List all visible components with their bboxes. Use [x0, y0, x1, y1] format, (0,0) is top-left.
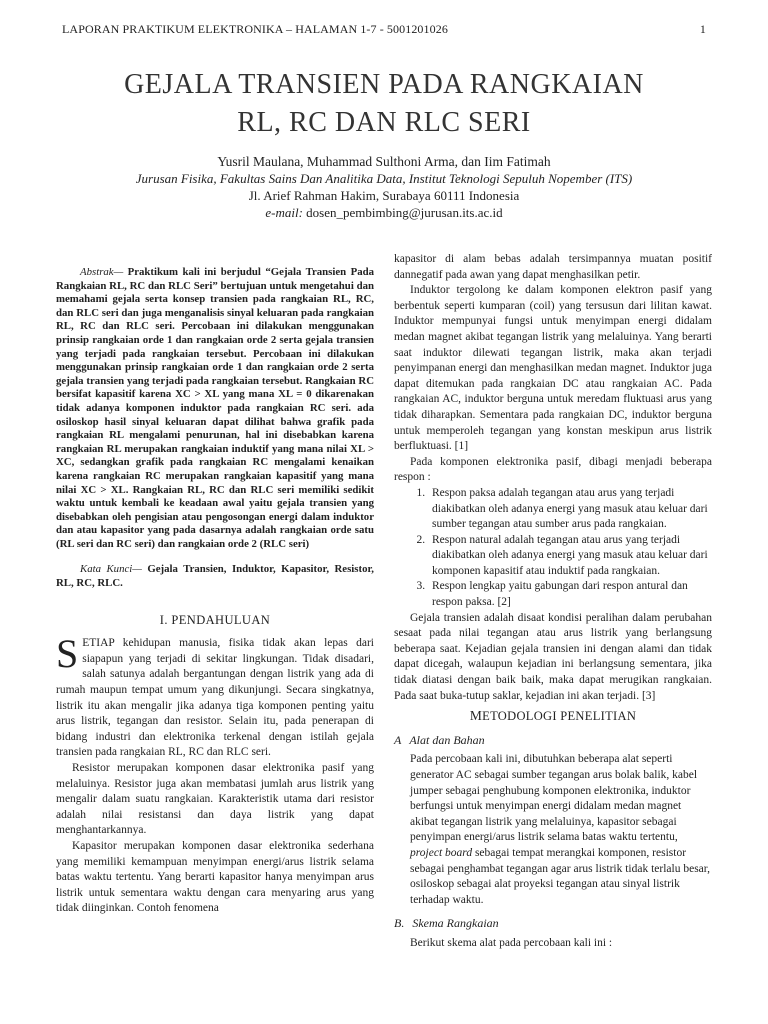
intro-paragraph-1	[56, 631, 374, 761]
section-heading-initial: M	[469, 708, 483, 724]
keywords-label: Kata Kunci—	[80, 563, 142, 576]
list-item: 1. Respon paksa adalah tegangan atau arus yang terjadi diakibatkan oleh adanya energi yang masuk atau keluar dari sumber tegangan atau sumber arus pada rangkaian.	[428, 486, 712, 533]
subsection-title: Alat dan Bahan	[409, 732, 485, 747]
author-affiliation: Jurusan Fisika, Fakultas Sains Dan Analitika Data, Institut Teknologi Sepuluh Nopember (ITS)	[135, 171, 633, 186]
paper-title	[40, 66, 728, 142]
paper-title-line-1: GEJALA TRANSIEN PADA RANGKAIAN	[124, 69, 644, 100]
section-heading-rest: ETODOLOGI PENELITIAN	[482, 709, 637, 724]
author-block	[40, 153, 728, 221]
transient-paragraph: Gejala transien adalah disaat kondisi peralihan dalam perubahan sesaat pada nilai tegangan atau arus listrik yang berlangsung beberapa saat. Kejadian gejala transien ini dengan alami dan tidak dapat dicegah, walaupun kejadian ini berlangsung sementara, jika tidak diatasi dengan baik baik, maka dapat merugikan rangkaian. Pada saat buka-tutup saklar, kejadian ini akan terjadi. [3]	[394, 611, 712, 702]
intro-paragraph-1-text: ETIAP kehidupan manusia, fisika tidak akan lepas dari siapapun yang terjadi di sekitar lingkungan. Tidak disadari, salah satunya adalah bergantungan dengan listrik yang ada di rumah maupun tempat umum yang dikunjungi. Secara singkatnya, listrik itu akan mengalir jika adanya tiga komponen penting yaitu arus listrik, tegangan dan resistor. Selain itu, pada penerapan di bidang industri dan elektronika terkenal dengan istilah gejala transien pada rangkaian RL, RC dan RLC seri.	[56, 637, 374, 759]
running-header	[62, 22, 706, 42]
running-title: LAPORAN PRAKTIKUM ELEKTRONIKA – HALAMAN 1-7 - 5001201026	[62, 22, 448, 36]
tools-text-1: Pada percobaan kali ini, dibutuhkan beberapa alat seperti generator AC sebagai sumber tegangan arus bolak balik, kabel jumper sebagai penghubung komponen elektronika, induktor berfungsi untuk menyimpan energi didalam medan magnet akibat tegangan listrik yang melaluinya, kapasitor sebagai penyimpan energi/arus listrik selama batas waktu tertentu,	[410, 753, 698, 844]
abstract-label: Abstrak—	[80, 266, 124, 278]
abstract-text: Praktikum kali ini berjudul “Gejala Transien Pada Rangkaian RL, RC dan RLC Seri” bertujuan untuk mengetahui dan memahami gejala serta konsep transien pada rangkaian RL, RC, dan RLC seri dan juga menganalisis sinyal keluaran pada rangkaian RL, RC dan RLC seri. Percobaan ini dilakukan menggunakan prinsip rangkaian orde 1 dan rangkaian orde 2 serta gejala transien yang terjadi pada rangkaian tersebut. Percobaan ini dilakukan menggunakan prinsip rangkaian orde 1 dan rangkaian orde 2 serta gejala transien yang terjadi pada rangkaian tersebut. Rangkaian RC bersifat kapasitif karena XC > XL yang mana XL = 0 dikarenakan tidak adanya komponen induktor pada rangkaian RC seri. ada osiloskop hasil sinyal keluaran dapat dilihat bahwa grafik pada rangkaian RL mengalami penurunan, hal ini disebabkan karena rangkaian RL merupakan rangkaian induktif yang mana nilai XL > XC, sedangkan grafik pada rangkaian RC mengalami kenaikan karena rangkaian RC merupakan rangkaian kapasitif yang mana nilai XC > XL. Rangkaian RL, RC dan RLC seri memiliki sedikit waktu untuk kembali ke keadaan awal yaitu gejala transien yang disebabkan oleh pengisian atau pengosongan energi dalam induktor dan atau kapasitor yang pada dasarnya adalah rangkaian orde satu (RL seri dan RC seri) dan rangkaian orde 2 (RLC seri)	[56, 266, 374, 550]
left-column	[56, 266, 374, 917]
tools-text-2: sebagai tempat merangkai komponen, resistor sebagai penghambat tegangan agar arus listrik tidak terlalu besar, osiloskop sebagai alat proyeksi tegangan atau sinyal listrik terhadap waktu.	[410, 846, 711, 906]
response-intro: Pada komponen elektronika pasif, dibagi menjadi beberapa respon :	[394, 455, 712, 484]
paper-title-line-2: RL, RC DAN RLC SERI	[237, 107, 531, 138]
subsection-heading-a	[394, 733, 712, 749]
email-address: dosen_pembimbing@jurusan.its.ac.id	[306, 205, 503, 220]
page-number: 1	[699, 22, 706, 36]
subsection-number: A	[394, 732, 402, 747]
capacitor-continuation: kapasitor di alam bebas adalah tersimpannya muatan positif dannegatif pada awan yang dapat menghasilkan petir.	[394, 253, 712, 281]
schema-paragraph: Berikut skema alat pada percobaan kali ini :	[410, 936, 613, 949]
subsection-title: Skema Rangkaian	[412, 916, 499, 931]
intro-paragraph-3: Kapasitor merupakan komponen dasar elektronika sederhana yang memiliki kemampuan menyimpan energi/arus listrik selama batas waktu tertentu. Yang berarti kapasitor hanya menyimpan arus listrik untuk sementara waktu dengan cara menyaring arus yang tidak diinginkan. Contoh fenomena	[56, 839, 374, 915]
tools-italic-term: project board	[410, 846, 473, 859]
right-column	[394, 252, 712, 952]
email-label: e-mail:	[265, 205, 303, 220]
subsection-number: B.	[394, 916, 405, 931]
intro-paragraph-2: Resistor merupakan komponen dasar elektronika pasif yang melaluinya. Resistor juga akan membatasi jumlah arus listrik yang mengalir dalam suatu rangkaian. Karakteristik utama dari resistor adalah nilai resistansi dan daya listrik yang dapat menghantarkannya.	[56, 762, 374, 837]
section-heading-metodologi	[394, 708, 712, 725]
tools-paragraph	[394, 752, 712, 908]
response-list	[394, 486, 712, 611]
subsection-heading-b	[394, 916, 712, 932]
author-address: Jl. Arief Rahman Hakim, Surabaya 60111 Indonesia	[248, 188, 520, 203]
author-email-line	[40, 204, 728, 221]
list-item: 3. Respon lengkap yaitu gabungan dari respon antural dan respon paksa. [2]	[428, 579, 712, 610]
keywords	[56, 563, 374, 590]
section-heading-pendahuluan: I. PENDAHULUAN	[159, 612, 271, 627]
inductor-paragraph: Induktor tergolong ke dalam komponen elektron pasif yang berbentuk seperti kumparan (coil) yang tersusun dari lilitan kawat. Induktor mempunyai fungsi untuk menyimpan energi didalam medan magnet akibat tegangan listrik yang melaluinya. Yang berarti saat induktor dilewati tegangan listrik, maka akan terjadi penyimpanan energi dan menghasilkan medan magnet. Induktor juga dapat ditemukan pada rangkaian DC atau rangkaian AC. Pada rangkaian AC, induktor berguna untuk meredam fluktuasi arus yang tidak diharapkan. Sementara pada rangkaian DC, induktor berguna untuk memperoleh tegangan yang konstan meskipun arus listrik berfluktuasi. [1]	[394, 284, 712, 453]
keywords-text: Gejala Transien, Induktor, Kapasitor, Resistor, RL, RC, RLC.	[56, 563, 374, 590]
drop-cap: S	[56, 631, 79, 677]
abstract	[56, 266, 374, 551]
author-names: Yusril Maulana, Muhammad Sulthoni Arma, dan Iim Fatimah	[217, 154, 551, 169]
list-item: 2. Respon natural adalah tegangan atau arus yang terjadi diakibatkan oleh adanya energi yang masuk atau keluar dari komponen kapasitif atau induktif pada rangkaian.	[428, 533, 712, 580]
